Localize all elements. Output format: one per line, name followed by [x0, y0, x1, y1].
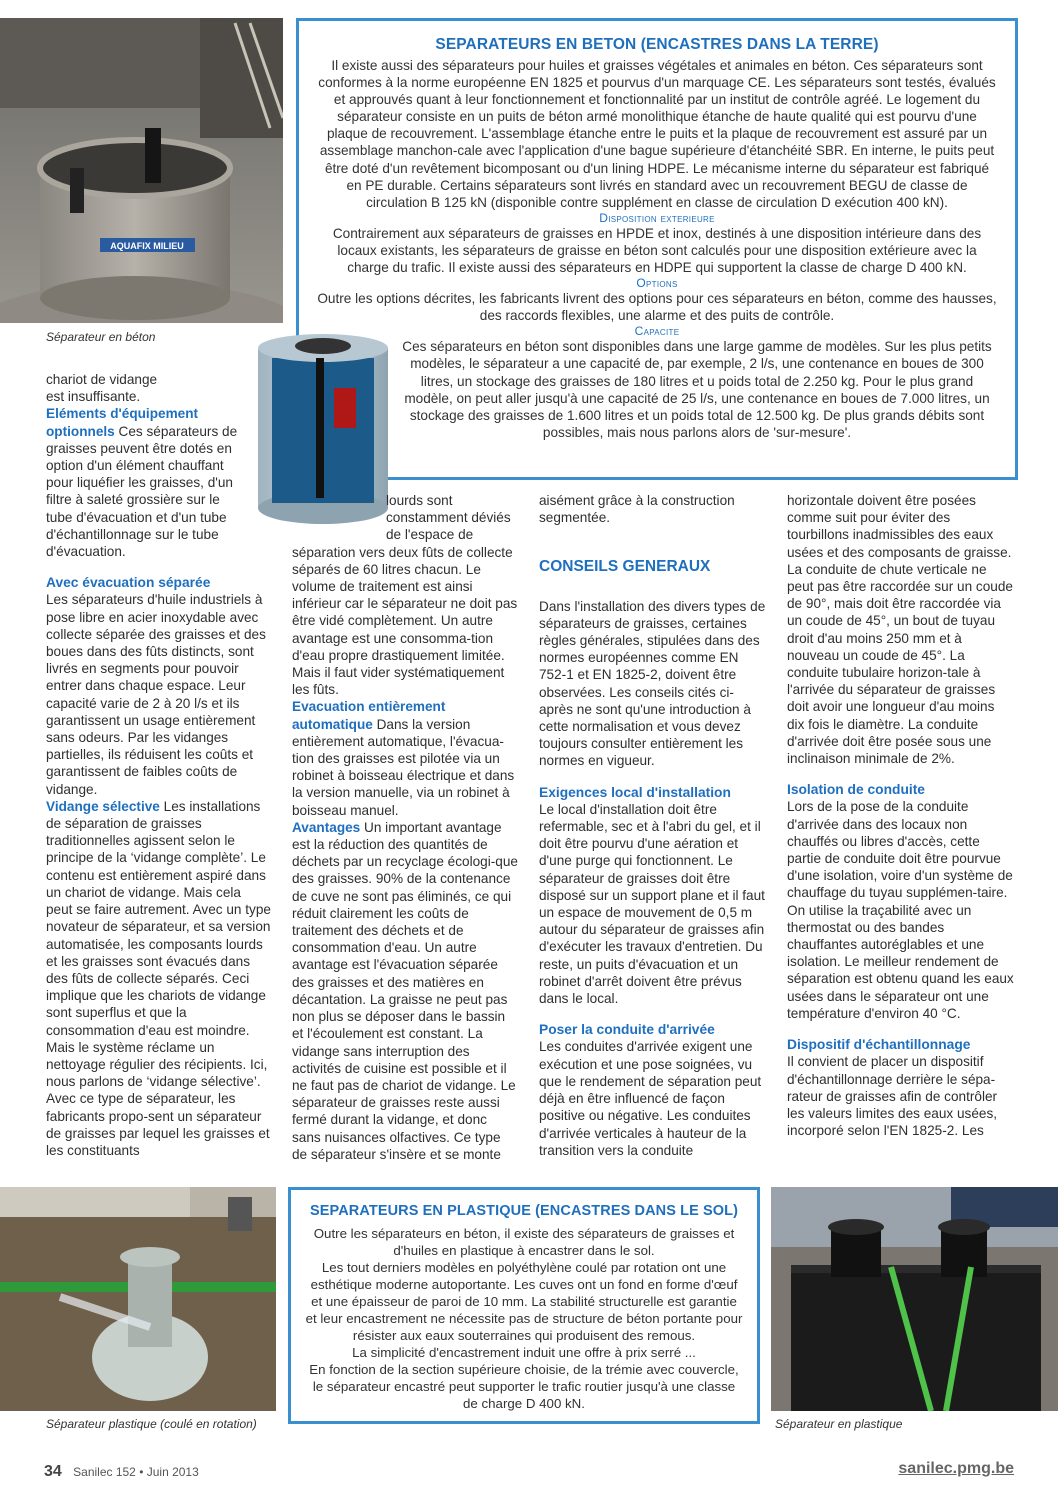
col4-heading-iso: Isolation de conduite: [787, 782, 925, 798]
col2-heading-adv: Avantages: [292, 819, 361, 835]
photo-plastic-rotation: [0, 1187, 276, 1411]
text-capacite: Ces séparateurs en béton sont disponibles dans une large gamme de modèles. Sur les plus petits modèles, le séparateur a une capacité de, par exemple, 2 l/s, une contenance en boues de 300 litres, un stockage des graisses de 180 litres et u poids total de 2.250 kg. Pour le plus grand modèle, on peut aller jusqu'à une capacité de 25 l/s, une contenance en boues de 7.000 litres, un stockage des graisses de 1.600 litres et un poids total de 12.500 kg. De plus grands débits sont possibles, mais nous parlons alors de 'sur-mesure'.: [402, 339, 992, 440]
col2-para-auto: [292, 698, 518, 818]
subhead-options: Options: [636, 276, 678, 291]
footer-url-link[interactable]: sanilec.pmg.be: [898, 1460, 1014, 1477]
col1-text-vid: Les installations de séparation de graisses traditionnelles agissent selon le principe de la ‘vidange complète’. Le contenu est entièrement aspiré dans un chariot de vidange. Mais cela peut se faire autrement. Avec un type novateur de séparateur, et sa version automatisée, les composants lourds et les graisses sont évacués dans des fûts de collecte séparés. Ceci implique que les chariots de vidange sont superflus et que la consommation d'eau est moindre. Mais le système réclame un nettoyage régulier des récipients. Ici, nous parlons de ‘vidange sélective’. Avec ce type de séparateur, les fabricants propo-sent un séparateur de graisses par lequel les graisses et les constituants: [46, 798, 271, 1158]
col3-text-pose: Les conduites d'arrivée exigent une exécution et une pose soignées, vu que le rendement de séparation peut déjà en être influencé de façon positive ou négative. Les conduites d'arrivée verticales à hauteur de la transition vers la conduite: [539, 1039, 762, 1158]
box-plastic-para-1: Outre les séparateurs en béton, il existe des séparateurs de graisses et d'huiles en plastique à encastrer dans le sol.: [313, 1226, 735, 1258]
col1-para-1: chariot de vidange est insuffisante.: [46, 372, 158, 405]
text-disposition: Contrairement aux séparateurs de graisses en HPDE et inox, destinés à une disposition intérieure dans des locaux existants, les séparateurs de graisse en béton sont calculés pour une disposition extérieure avec la charge du trafic. Il existe aussi des séparateurs en HDPE qui supportent la classe de charge D 400 kN.: [332, 225, 982, 276]
col2-text-adv: Un important avantage est la réduction des quantités de déchets par un recyclage écologi-que des graisses. 90% de la contenance de cuve ne sont pas éliminés, ce qui réduit clairement les coûts de traitement des déchets et de consommation d'eau. Un autre avantage est l'évacuation séparée des graisses et des matières en décantation. La graisse ne peut pas non plus se déposer dans le bassin et l'écoulement est constant. La vidange sans interruption des activités de cuisine est possible et il ne faut pas de chariot de vidange. Le séparateur de graisses reste aussi fermé durant la vidange, et donc sans nuisances olfactives. Ce type de séparateur s'insère et se monte: [292, 819, 518, 1162]
col4-text-ech: Il convient de placer un dispositif d'échantillonnage derrière le sépa-rateur de graisses afin de contrôler les valeurs limites des eaux usées, incorporé selon l'EN 1825-2. Les: [787, 1054, 998, 1139]
col1-heading-vid: Vidange sélective: [46, 798, 160, 814]
col1-para-equip: [46, 405, 246, 560]
col3-para-2: Dans l'installation des divers types de séparateurs de graisses, certaines règles générales, stipulées dans des normes européennes comme EN 752-1 et EN 1825-2, doivent être observées. Les conseils cités ci-après ne sont qu'une introduction à cette normalisation et vous devez toujours consulter entièrement les normes en vigueur.: [539, 598, 766, 769]
col2-para-adv: [292, 819, 518, 1163]
col3-heading-pose: Poser la conduite d'arrivée: [539, 1022, 715, 1038]
col2-line-b: constamment déviés: [386, 510, 511, 526]
col4-para-1: horizontale doivent être posées comme suit pour éviter des tourbillons inadmissibles des eaux usées et des composants de graisse. La conduite de chute verticale ne peut pas être raccordée sur un coude de 90°, mais doit être raccordée via un coude de 45°, un bout de tuyau droit d'au moins 250 mm et à nouveau un coude de 45°. La conduite tubulaire horizon-tale à l'arrivée du séparateur de graisses doit avoir une longueur d'au moins dix fois le diamètre. La conduite d'arrivée doit être posée sous une inclinaison minimale de 2%.: [787, 493, 1013, 767]
col2-line-c: de l'espace de: [386, 527, 474, 543]
col1-text-equip: Ces séparateurs de graisses peuvent être dotés en option d'un élément chauffant pour liquéfier les graisses, d'un filtre à saleté grossière sur le tube d'évacuation et d'un tube d'échantillonnage sur le tube d'évacuation.: [46, 423, 238, 560]
col1-heading-evac: Avec évacuation séparée: [46, 575, 211, 591]
col3-heading-local: Exigences local d'installation: [539, 784, 731, 800]
col4-heading-ech: Dispositif d'échantillonnage: [787, 1037, 971, 1053]
col2-text-auto: Dans la version entièrement automatique, l'évacua-tion des graisses est pilotée via un robinet à boisseau électrique et dans la version manuelle, via un robinet à boisseau manuel.: [292, 716, 515, 818]
box-concrete-separators: [296, 18, 1018, 480]
plastic-separator-cutaway-image: [0, 1187, 276, 1411]
box-concrete-title: SEPARATEURS EN BETON (ENCASTRES DANS LA TERRE): [435, 36, 879, 53]
column-1: [46, 371, 271, 1159]
box-plastic-para-4: En fonction de la section supérieure choisie, de la trémie avec couvercle, le séparateur encastré peut supporter le trafic routier jusqu'à une classe de charge D 400 kN.: [309, 1362, 739, 1411]
photo-concrete-separator: [0, 18, 283, 323]
col1-heading-equip: Eléments d'équipement optionnels: [46, 406, 199, 439]
column-2: [292, 492, 518, 1163]
col3-title-conseils: CONSEILS GENERAUX: [539, 558, 711, 576]
box-concrete-intro: Il existe aussi des séparateurs pour huiles et graisses végétales et animales en béton. Ces séparateurs sont conformes à la norme européenne EN 1825 et pourvus d'un marquage CE. Les séparateurs sont testés, évalués et approuvés quant à leur fonctionnement et fonctionnalité par un institut de contrôle agréé. Le logement du séparateur consiste en un puits de béton armé monolithique étanche de haute qualité qui est pourvu d'une plaque de recouvrement. L'assemblage étanche entre le puits et la plaque de recouvrement est assuré par un assemblage manchon-cale avec l'application d'une bague supérieure d'étanchéité SBR. En interne, le puits peut être doté d'un revêtement bicomposant ou d'un lining HDPE. Le mécanisme interne du séparateur est fabriqué en PE durable. Certains séparateurs sont livrés en standard avec un recouvrement BEGU de classe de circulation B 125 kN (disponible contre supplément en classe de circulation D exécution 400 kN).: [318, 58, 996, 210]
column-4: [787, 492, 1015, 1139]
box-plastic-para-3: La simplicité d'encastrement induit une offre à prix serré ...: [352, 1345, 696, 1360]
subhead-disposition: Disposition exterieure: [599, 210, 715, 225]
box-plastic-para-2: Les tout derniers modèles en polyéthylène coulé par rotation ont une esthétique moderne autoportante. Les cuves ont un fond en forme d'œuf et une épaisseur de paroi de 10 mm. La stabilité structurelle est garantie et leur encastrement ne nécessite pas de structure de béton portante pour résister aux eaux souterraines qui produisent des remous.: [305, 1260, 743, 1343]
footer-left: [44, 1463, 199, 1481]
col2-para-1: séparation vers deux fûts de collecte séparés de 60 litres chacun. Le volume de traitement est ainsi inférieur car le séparateur ne doit pas être vidé complètement. Un autre avantage est une consomma-tion d'eau propre drastiquement limitée. Mais il faut vider systématiquement les fûts.: [292, 544, 518, 698]
box-plastic-title: SEPARATEURS EN PLASTIQUE (ENCASTRES DANS LE SOL): [309, 1203, 739, 1219]
col2-heading-auto: Evacuation entièrement automatique: [292, 699, 446, 732]
subhead-capacite: Capacite: [634, 324, 680, 339]
caption-concrete-separator: Séparateur en béton: [46, 330, 156, 344]
photo-plastic-separator: [771, 1187, 1058, 1411]
col2-line-a: lourds sont: [386, 493, 453, 508]
text-options: Outre les options décrites, les fabricants livrent des options pour ces séparateurs en béton, comme des hausses, des raccords flexibles, une alarme et des puits de contrôle.: [317, 291, 997, 324]
caption-plastic-separator: Séparateur en plastique: [775, 1417, 903, 1431]
box-plastic-separators: [288, 1187, 760, 1424]
col3-text-local: Le local d'installation doit être refermable, sec et à l'abri du gel, et il doit être pourvu d'une aération et d'une purge qui fonctionnent. Le séparateur de graisses doit être disposé sur un support plane et il faut un espace de mouvement de 0,5 m autour du séparateur de graisses afin d'exécuter les travaux d'entretien. Du reste, un puits d'évacuation et un robinet d'arrêt doivent être prévus dans le local.: [539, 801, 765, 1007]
concrete-separator-image: [0, 18, 283, 323]
col4-text-iso: Lors de la pose de la conduite d'arrivée dans des locaux non chauffés ou libres d'accès, cette partie de conduite doit être pourvue d'une isolation, voire d'un système de chauffage du tuyau supplémen-taire. On utilise la traçabilité avec un thermostat ou des bandes chauffantes autoréglables et une isolation. Le meilleur rendement de séparation est obtenu quand les eaux usées dans le séparateur ont une température d'environ 40 °C.: [787, 799, 1014, 1021]
page-number: 34: [44, 1463, 62, 1480]
issue-info: Sanilec 152 • Juin 2013: [73, 1465, 199, 1479]
col3-para-1: aisément grâce à la construction segmentée.: [539, 493, 735, 526]
caption-plastic-rotation: Séparateur plastique (coulé en rotation): [46, 1417, 257, 1431]
col1-para-vid: [46, 798, 271, 1159]
col1-text-evac: Les séparateurs d'huile industriels à pose libre en acier inoxydable avec collecte séparée des graisses et des boues dans des fûts distincts, sont livrés en segments pour pouvoir entrer dans chaque espace. Leur capacité varie de 2 à 20 l/s et ils garantissent un usage entièrement sans odeurs. Par les vidanges partielles, ils réduisent les coûts et garantissent de faibles coûts de vidange.: [46, 592, 266, 797]
aquafix-sign-text: AQUAFIX MILIEU: [110, 241, 184, 251]
column-3: [539, 492, 767, 1159]
plastic-separator-image: [771, 1187, 1058, 1411]
